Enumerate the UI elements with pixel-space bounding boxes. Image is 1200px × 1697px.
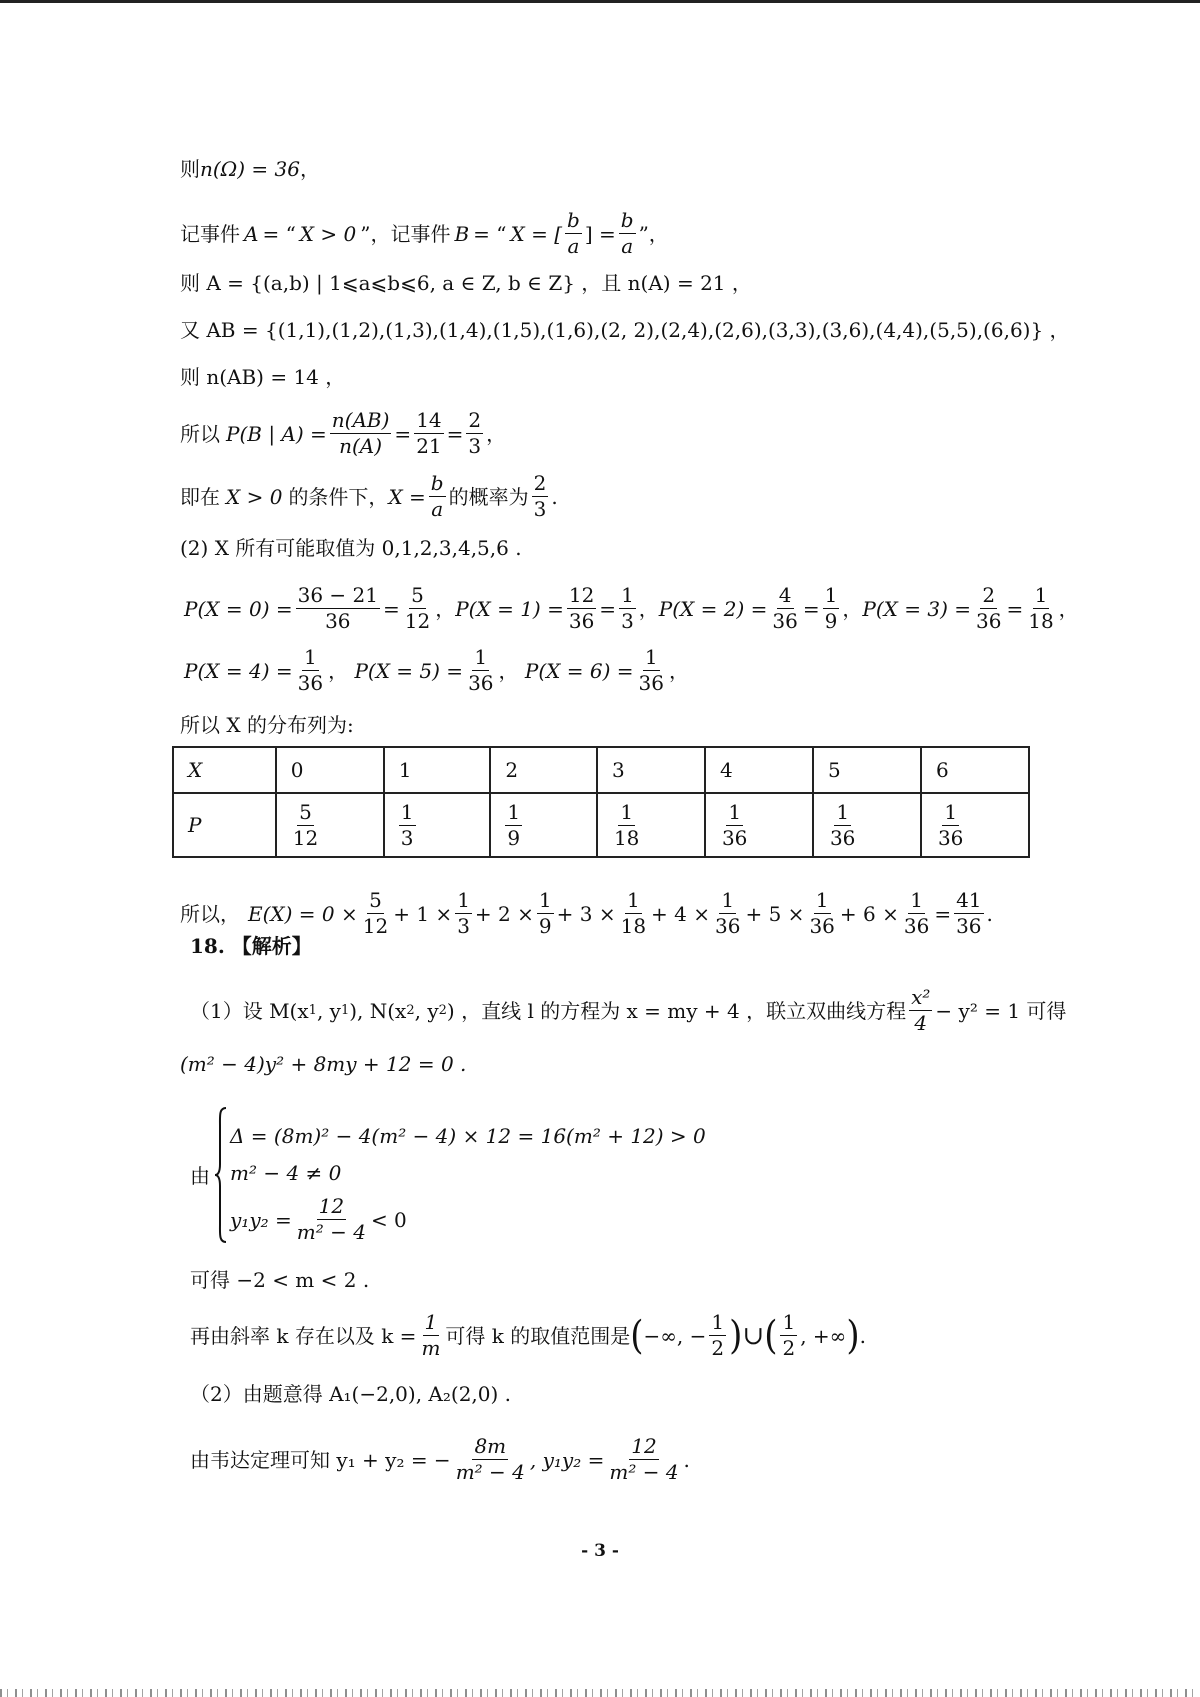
text: ”，记事件 <box>360 221 451 246</box>
table-cell: $\frac{1}{36}$ <box>921 793 1029 857</box>
system-prefix: 由 <box>190 1164 210 1188</box>
fraction: $\frac{5}{12}$ <box>404 583 431 633</box>
table-cell: $\frac{1}{36}$ <box>705 793 813 857</box>
fraction: $\frac{b}{a}$ <box>567 208 580 258</box>
text: 则 <box>180 157 200 181</box>
line-probs-0-3: P(X = 0) = $\frac{36 - 21}{36}$ = $\frac{5}{12}$ ， P(X = 1) = $\frac{12}{36}$ = $\frac{1}{3}$ ， P(X = 2) = $\frac{4}{36}$ = $\frac{1}{9}$ ， P(X = 3) = $\frac{2}{36}$ = $\frac{1}{18}$ ， <box>184 583 1079 633</box>
fraction: $\frac{1}{36}$ <box>715 888 741 938</box>
system-line-1: Δ = (8m)² − 4(m² − 4) × 12 = 16(m² + 12) > 0 <box>230 1124 706 1148</box>
math: n(Ω) = 36 <box>200 157 300 181</box>
fraction: $\frac{1}{3}$ <box>457 888 470 938</box>
fraction: $\frac{1}{18}$ <box>620 888 647 938</box>
math: ] = <box>584 221 616 246</box>
fraction: $\frac{2}{3}$ <box>468 408 482 458</box>
system-line-3: y₁y₂ = $\frac{12}{\text{m² − 4}}$ < 0 <box>230 1194 407 1244</box>
text: ， <box>300 157 320 181</box>
page-number: - 3 - <box>581 1541 619 1561</box>
fraction: $\frac{n(AB)}{n(A)}$ <box>331 408 390 458</box>
line-define-events <box>180 210 669 257</box>
line-quadratic: (m² − 4)y² + 8my + 12 = 0 . <box>180 1052 467 1076</box>
table-cell: 6 <box>921 747 1029 793</box>
fraction: $\frac{5}{12}$ <box>362 888 389 938</box>
text: = “ <box>262 221 296 246</box>
line-part2-values: (2) X 所有可能取值为 0,1,2,3,4,5,6 . <box>180 536 522 560</box>
line-n-omega <box>180 159 320 179</box>
fraction: $\frac{2}{3}$ <box>533 471 547 521</box>
fraction: $\frac{b}{a}$ <box>430 471 444 521</box>
fraction: $\frac{1}{36}$ <box>903 888 930 938</box>
math: B <box>454 221 470 246</box>
fraction: $\frac{1}{36}$ <box>297 645 324 695</box>
fraction: $\frac{1}{36}$ <box>638 645 664 695</box>
fraction: $\frac{8m}{\text{m² − 4}}$ <box>455 1434 525 1484</box>
top-border-line <box>0 0 1200 3</box>
fraction: $\frac{b}{a}$ <box>620 208 634 258</box>
math: X = [ <box>510 221 563 246</box>
fraction: $\frac{41}{36}$ <box>956 888 982 938</box>
fraction: $\frac{1}{9}$ <box>824 583 838 633</box>
math: X > 0 <box>299 221 357 246</box>
line-conditional-prob: 所以 P(B | A) = $\frac{n(AB)}{n(A)}$ = $\frac{14}{21}$ = $\frac{2}{3}$ ， <box>180 408 507 458</box>
fraction: $\frac{1}{2}$ <box>782 1310 796 1360</box>
fraction: $\frac{12}{\text{m² − 4}}$ <box>609 1434 679 1484</box>
fraction: $\frac{4}{36}$ <box>772 583 798 633</box>
table-cell: $\frac{1}{18}$ <box>597 793 705 857</box>
fraction: $\frac{36 - 21}{36}$ <box>297 583 378 633</box>
line-A1-A2: （2）由题意得 A₁(−2,0), A₂(2,0) . <box>190 1382 512 1406</box>
table-cell: P <box>173 793 276 857</box>
fraction: $\frac{12}{36}$ <box>568 583 595 633</box>
question-18-heading: 18. 【解析】 <box>190 934 312 958</box>
math: A <box>244 221 259 246</box>
line-conclusion-1: 即在 X > 0 的条件下， X = $\frac{b}{a}$ 的概率为 $\frac{2}{3}$ . <box>180 471 558 521</box>
fraction: $\frac{\text{x²}}{4}$ <box>911 985 931 1035</box>
scan-edge-noise <box>0 1689 1200 1697</box>
line-m-range: 可得 −2 < m < 2 . <box>190 1268 370 1292</box>
line-n-AB: 则 n(AB) = 14 ， <box>180 365 346 389</box>
fraction: $\frac{12}{\text{m² − 4}}$ <box>296 1194 366 1244</box>
system-line-2: m² − 4 ≠ 0 <box>230 1161 342 1185</box>
line-expectation: 所以， E(X) = 0 × $\frac{5}{12}$ + 1 × $\frac{1}{3}$ + 2 × $\frac{1}{9}$ + 3 × $\frac{1}{18}$ + 4 × $\frac{1}{36}$ + 5 × $\frac{1}{36}$ + 6 × $\frac{1}{36}$ = $\frac{41}{36}$ . <box>180 888 993 938</box>
table-cell: 1 <box>384 747 491 793</box>
fraction: $\frac{1}{36}$ <box>468 645 494 695</box>
table-cell: X <box>173 747 276 793</box>
left-brace-icon <box>214 1106 228 1244</box>
line-set-AB: 又 AB = {(1,1),(1,2),(1,3),(1,4),(1,5),(1,6),(2, 2),(2,4),(2,6),(3,3),(3,6),(4,4),(5,5),(6,6)} ， <box>180 318 1070 342</box>
table-cell: 5 <box>813 747 921 793</box>
fraction: $\frac{1}{3}$ <box>621 583 634 633</box>
line-setup-MN: （1）设 M(x 1 , y 1 ), N(x 2 , y 2 ) ，直线 l 的方程为 x = my + 4 ，联立双曲线方程 $\frac{\text{x²}}{4}$ − y² = 1 可得 <box>190 985 1067 1035</box>
table-cell: 0 <box>276 747 384 793</box>
fraction: $\frac{1}{9}$ <box>538 888 552 938</box>
line-distribution-intro: 所以 X 的分布列为: <box>180 713 354 737</box>
text: 记事件 <box>180 221 240 246</box>
fraction: $\frac{1}{18}$ <box>1028 583 1054 633</box>
table-row <box>173 747 1029 793</box>
text: ”， <box>638 221 669 246</box>
table-cell: $\frac{1}{3}$ <box>384 793 491 857</box>
table-row <box>173 793 1029 857</box>
table-cell: $\frac{5}{12}$ <box>276 793 384 857</box>
fraction: $\frac{1}{36}$ <box>809 888 835 938</box>
text: = “ <box>473 221 507 246</box>
table-cell: 4 <box>705 747 813 793</box>
fraction: $\frac{1}{m}$ <box>421 1310 441 1360</box>
line-probs-4-6: P(X = 4) = $\frac{1}{36}$ ， P(X = 5) = $\frac{1}{36}$ ， P(X = 6) = $\frac{1}{36}$ ， <box>184 645 689 695</box>
table-cell: 3 <box>597 747 705 793</box>
table-cell: 2 <box>490 747 597 793</box>
distribution-table <box>172 746 1030 858</box>
table-cell: $\frac{1}{9}$ <box>490 793 597 857</box>
line-k-range: 再由斜率 k 存在以及 k = $\frac{1}{m}$ 可得 k 的取值范围是 ( −∞, − $\frac{1}{2}$ ) ∪ ( $\frac{1}{2}$ , +∞ ) . <box>190 1310 866 1360</box>
fraction: $\frac{1}{2}$ <box>711 1310 725 1360</box>
line-vieta: 由韦达定理可知 y₁ + y₂ = − $\frac{8m}{\text{m² − 4}}$ , y₁y₂ = $\frac{12}{\text{m² − 4}}$ . <box>190 1434 690 1484</box>
fraction: $\frac{2}{36}$ <box>976 583 1002 633</box>
table-cell: $\frac{1}{36}$ <box>813 793 921 857</box>
line-set-A: 则 A = {(a,b) | 1⩽a⩽b⩽6, a ∈ Z, b ∈ Z} ，且 n(A) = 21 ， <box>180 271 752 295</box>
fraction: $\frac{14}{21}$ <box>416 408 442 458</box>
